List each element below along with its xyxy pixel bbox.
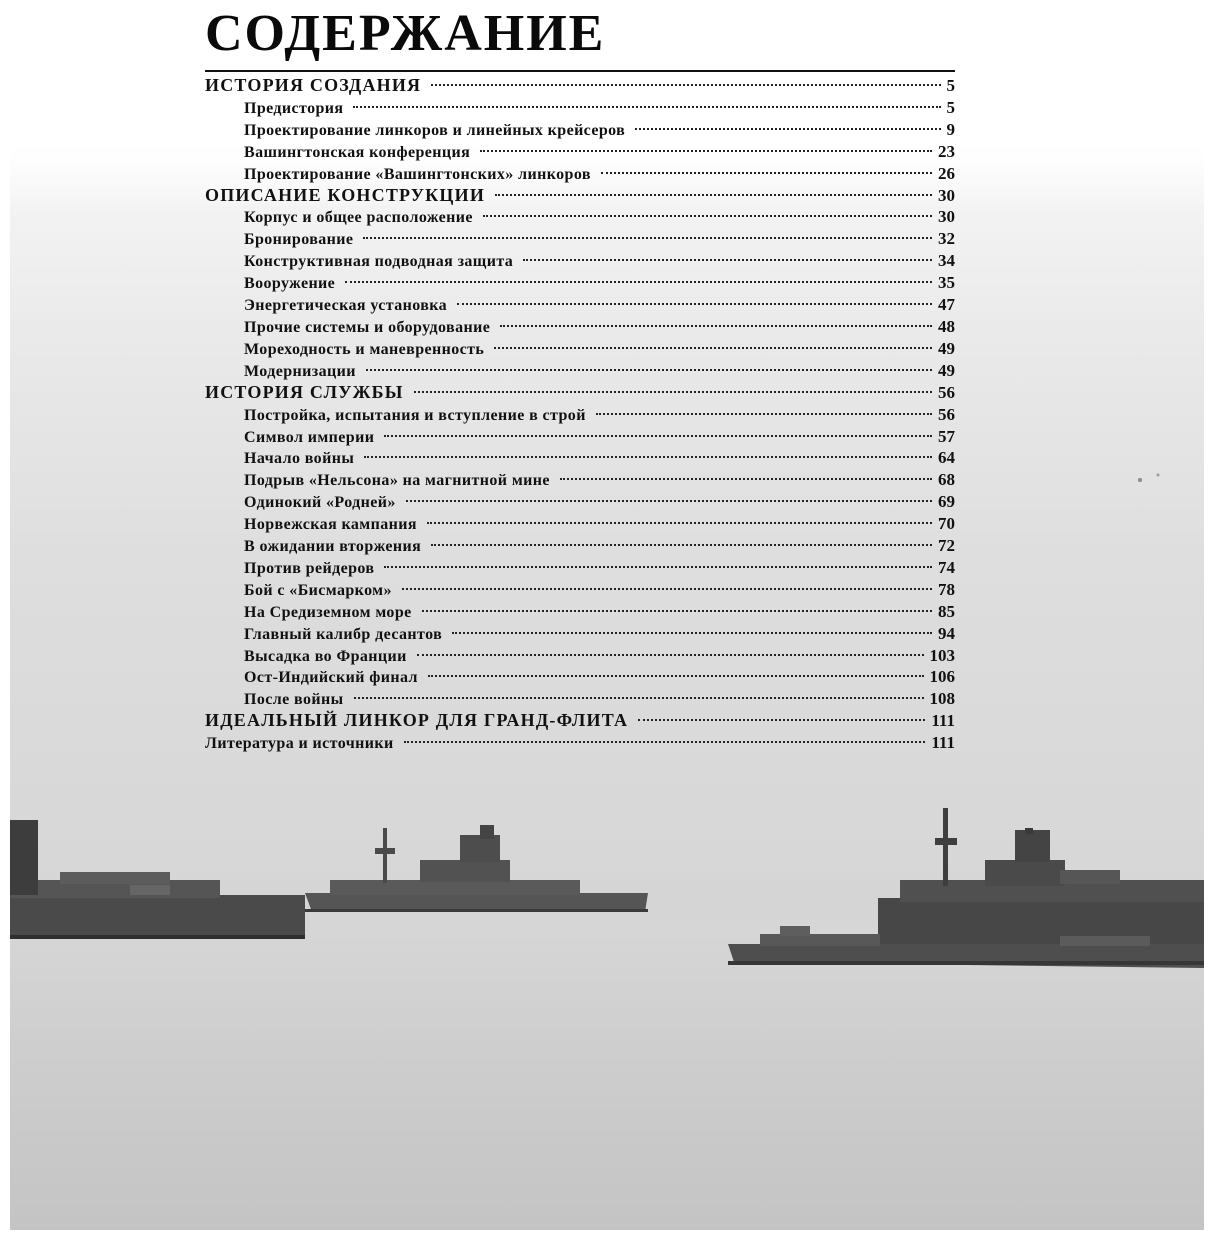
toc-item[interactable] [205,294,955,316]
toc-item[interactable] [205,206,955,228]
toc-item[interactable] [205,666,955,688]
dot-leader [596,413,932,415]
toc-item-label: Главный калибр десантов [244,625,443,643]
toc-item[interactable] [205,404,955,426]
toc-item-label: Мореходность и маневренность [244,340,485,358]
toc-page-number: 5 [946,97,955,117]
toc-section[interactable] [205,382,955,404]
toc-page-number: 5 [946,76,955,95]
toc-page-number: 74 [938,557,955,577]
toc-item-label: Символ империи [244,428,375,446]
toc-item[interactable] [205,360,955,382]
toc-page-number: 49 [938,338,955,358]
toc-item[interactable] [205,535,955,557]
toc-page-number: 9 [946,119,955,139]
toc-page-number: 111 [931,711,955,731]
toc-page-number: 48 [938,316,955,336]
dot-leader [523,259,932,261]
toc-item[interactable] [205,338,955,360]
toc-section[interactable] [205,185,955,207]
toc-item-label: Подрыв «Нельсона» на магнитной мине [244,472,550,490]
dot-leader [354,697,924,699]
toc-item[interactable] [205,141,955,163]
toc-item-label: Ост-Индийский финал [244,669,418,687]
toc-page-number: 108 [929,689,955,709]
toc-item[interactable] [205,645,955,667]
toc-page-number: 26 [938,163,955,183]
toc-item-label: В ожидании вторжения [244,538,422,556]
toc-item[interactable] [205,579,955,601]
toc-page-number: 35 [938,273,955,293]
dot-leader [364,456,932,458]
toc-item-label: Прочие системы и оборудование [244,318,491,336]
dot-leader [404,741,926,743]
toc-item[interactable] [205,250,955,272]
toc-item-label: Постройка, испытания и вступление в строй [244,406,586,424]
dot-leader [431,84,940,86]
toc-item-label: Вашингтонская конференция [244,143,471,161]
toc-item-label: После войны [244,691,344,709]
toc-literature-label: Литература и источники [205,735,394,753]
dot-leader [363,237,932,239]
toc-item[interactable] [205,97,955,119]
toc-item-label: На Средиземном море [244,603,412,621]
toc-page-number: 34 [938,251,955,271]
toc-item[interactable] [205,469,955,491]
toc-page-number: 57 [938,426,955,446]
toc-page-number: 32 [938,229,955,249]
dot-leader [427,522,932,524]
toc-page-number: 94 [938,623,955,643]
dot-leader [494,347,932,349]
toc-page-number: 78 [938,579,955,599]
toc-item-label: Предистория [244,99,344,117]
toc-section-label: ИСТОРИЯ СЛУЖБЫ [205,381,404,402]
dot-leader [483,215,932,217]
toc-item[interactable] [205,163,955,185]
dot-leader [635,128,940,130]
toc-item[interactable] [205,426,955,448]
toc-item[interactable] [205,447,955,469]
toc-item-label: Энергетическая установка [244,297,448,315]
toc-page-number: 47 [938,295,955,315]
toc-page-number: 69 [938,492,955,512]
title-rule [205,70,955,72]
dot-leader [414,391,932,393]
toc-section[interactable] [205,710,955,732]
dot-leader [406,500,932,502]
toc-page-number: 68 [938,470,955,490]
toc-page-number: 103 [929,645,955,665]
toc-item-label: Бронирование [244,231,354,249]
toc-literature[interactable] [205,732,955,754]
toc-item[interactable] [205,557,955,579]
dot-leader [500,325,932,327]
dot-leader [495,194,932,196]
toc-item[interactable] [205,228,955,250]
dot-leader [422,610,932,612]
dot-leader [345,281,932,283]
toc-item-label: Против рейдеров [244,559,375,577]
toc-page-number: 70 [938,514,955,534]
toc-item-label: Конструктивная подводная защита [244,253,514,271]
dot-leader [457,303,932,305]
dot-leader [638,719,925,721]
toc-item-label: Проектирование линкоров и линейных крейсеров [244,121,626,139]
toc-entries [205,75,955,754]
toc-page-number: 49 [938,360,955,380]
toc-item-label: Корпус и общее расположение [244,209,473,227]
toc-page-number: 106 [929,667,955,687]
toc-item[interactable] [205,119,955,141]
toc-item[interactable] [205,272,955,294]
dot-leader [452,632,932,634]
toc-item-label: Бой с «Бисмарком» [244,581,392,599]
dot-leader [384,566,932,568]
toc-section[interactable] [205,75,955,97]
toc-item-label: Высадка во Франции [244,647,407,665]
dot-leader [560,478,932,480]
dot-leader [353,106,940,108]
dot-leader [480,150,932,152]
dot-leader [402,588,932,590]
dot-leader [384,435,932,437]
dot-leader [417,654,924,656]
dot-leader [428,675,924,677]
toc-item[interactable] [205,316,955,338]
toc-item-label: Одинокий «Родней» [244,494,396,512]
toc-item-label: Норвежская кампания [244,516,417,534]
toc-item[interactable] [205,623,955,645]
toc-section-label: ИДЕАЛЬНЫЙ ЛИНКОР ДЛЯ ГРАНД-ФЛИТА [205,710,629,731]
toc-page-number: 23 [938,141,955,161]
toc-page-number: 30 [938,185,955,205]
toc-page-number: 85 [938,601,955,621]
toc-item-label: Модернизации [244,362,356,380]
toc-page-number: 56 [938,404,955,424]
toc-item[interactable] [205,601,955,623]
toc-page-number: 30 [938,207,955,227]
dot-leader [366,369,932,371]
toc-item[interactable] [205,513,955,535]
dot-leader [601,172,932,174]
toc-page-number: 111 [931,733,955,753]
toc-section-label: ИСТОРИЯ СОЗДАНИЯ [205,75,422,95]
toc-page-number: 64 [938,448,955,468]
toc-item-label: Начало войны [244,450,355,468]
dot-leader [431,544,932,546]
toc-item-label: Вооружение [244,275,336,293]
toc-section-label: ОПИСАНИЕ КОНСТРУКЦИИ [205,184,486,205]
toc-page-number: 56 [938,382,955,402]
page-title: СОДЕРЖАНИЕ [205,5,606,62]
toc-item[interactable] [205,491,955,513]
toc-item-label: Проектирование «Вашингтонских» линкоров [244,165,591,183]
toc-item[interactable] [205,688,955,710]
toc-page-number: 72 [938,536,955,556]
